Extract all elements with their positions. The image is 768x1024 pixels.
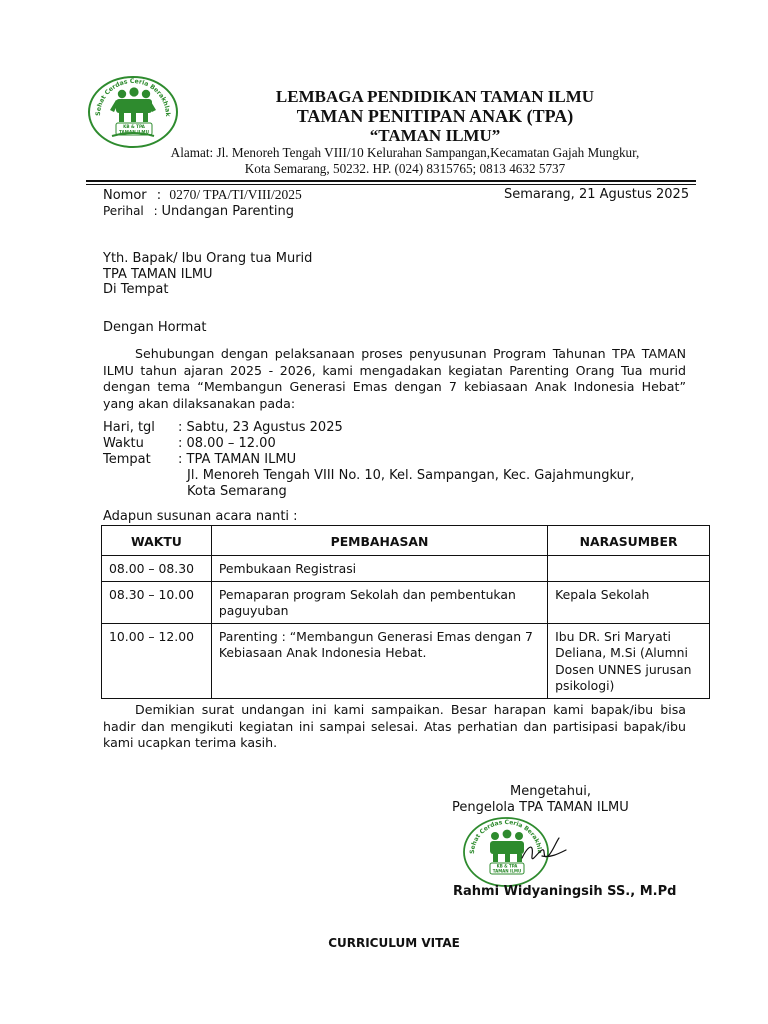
detail-waktu-label: Waktu bbox=[103, 436, 144, 451]
detail-hari-value: : Sabtu, 23 Agustus 2025 bbox=[178, 420, 343, 435]
letterhead-divider-thick bbox=[86, 180, 696, 182]
header-narasumber: NARASUMBER bbox=[548, 526, 710, 556]
cell-waktu: 10.00 – 12.00 bbox=[102, 623, 212, 698]
detail-waktu-value: : 08.00 – 12.00 bbox=[178, 436, 276, 451]
svg-text:KB & TPA: KB & TPA bbox=[123, 124, 145, 129]
recipient-line-1: Yth. Bapak/ Ibu Orang tua Murid bbox=[103, 251, 313, 266]
logo-arc-text: Sehat Cerdas Ceria Berakhlak bbox=[94, 77, 172, 117]
cell-narasumber: Kepala Sekolah bbox=[548, 581, 710, 623]
nomor-value: 0270/ TPA/TI/VIII/2025 bbox=[169, 187, 302, 202]
recipient-line-3: Di Tempat bbox=[103, 282, 169, 297]
letterhead-school-type: TAMAN PENITIPAN ANAK (TPA) bbox=[296, 106, 574, 126]
detail-hari-label: Hari, tgl bbox=[103, 420, 155, 435]
header-waktu: WAKTU bbox=[102, 526, 212, 556]
table-row bbox=[102, 623, 710, 698]
detail-tempat-label: Tempat bbox=[103, 452, 151, 467]
signatory-name: Rahmi Widyaningsih SS., M.Pd bbox=[453, 884, 677, 899]
signature-title: Pengelola TPA TAMAN ILMU bbox=[452, 800, 629, 815]
table-row bbox=[102, 581, 710, 623]
perihal-sep: : bbox=[153, 204, 158, 218]
letterhead-divider-thin bbox=[86, 184, 696, 185]
schedule-header-row bbox=[102, 526, 710, 556]
recipient-line-2: TPA TAMAN ILMU bbox=[103, 266, 213, 282]
letterhead-address bbox=[100, 145, 710, 177]
nomor-row bbox=[103, 187, 302, 204]
schedule-table bbox=[101, 525, 710, 699]
cell-pembahasan: Pemaparan program Sekolah dan pembentukan paguyuban bbox=[211, 581, 547, 623]
address-line-1: Alamat: Jl. Menoreh Tengah VIII/10 Kelurahan Sampangan,Kecamatan Gajah Mungkur, bbox=[170, 145, 640, 160]
recipient-block bbox=[103, 251, 312, 298]
school-logo bbox=[86, 72, 180, 148]
schedule-intro: Adapun susunan acara nanti : bbox=[103, 509, 298, 524]
nomor-label: Nomor bbox=[103, 188, 147, 203]
perihal-label: Perihal bbox=[103, 204, 144, 218]
closing-paragraph: Demikian surat undangan ini kami sampaikan. Besar harapan kami bapak/ibu bisa hadir dan mengikuti kegiatan ini sampai selesai. Atas perhatian dan partisipasi bapak/ibu kami ucapkan terima kasih. bbox=[103, 702, 686, 750]
cell-narasumber: Ibu DR. Sri Maryati Deliana, M.Si (Alumni Dosen UNNES jurusan psikologi) bbox=[548, 623, 710, 698]
school-stamp bbox=[462, 812, 572, 892]
signature-acknowledged: Mengetahui, bbox=[510, 784, 591, 799]
cell-waktu: 08.30 – 10.00 bbox=[102, 581, 212, 623]
letter-date: Semarang, 21 Agustus 2025 bbox=[504, 187, 690, 202]
letterhead-institution: LEMBAGA PENDIDIKAN TAMAN ILMU bbox=[275, 87, 595, 106]
detail-tempat-city: Kota Semarang bbox=[187, 484, 287, 499]
curriculum-vitae-heading: CURRICULUM VITAE bbox=[328, 936, 460, 950]
perihal-row bbox=[103, 203, 294, 220]
cell-pembahasan: Pembukaan Registrasi bbox=[211, 555, 547, 581]
svg-text:KB & TPA: KB & TPA bbox=[496, 863, 518, 869]
address-line-2: Kota Semarang, 50232. HP. (024) 8315765; 0813 4632 5737 bbox=[244, 161, 566, 176]
detail-tempat-address: Jl. Menoreh Tengah VIII No. 10, Kel. Sampangan, Kec. Gajahmungkur, bbox=[187, 468, 635, 483]
letterhead-school-name: “TAMAN ILMU” bbox=[369, 126, 501, 145]
svg-text:TAMAN ILMU: TAMAN ILMU bbox=[492, 868, 522, 874]
svg-text:TAMAN ILMU: TAMAN ILMU bbox=[119, 129, 149, 135]
perihal-value: Undangan Parenting bbox=[161, 204, 294, 219]
header-pembahasan: PEMBAHASAN bbox=[211, 526, 547, 556]
detail-tempat-value: : TPA TAMAN ILMU bbox=[178, 452, 297, 467]
svg-text:Sehat Cerdas Ceria Berakhlak M: Sehat Cerdas Ceria Berakhla bbox=[468, 818, 544, 855]
cell-pembahasan: Parenting : “Membangun Generasi Emas dengan 7 Kebiasaan Anak Indonesia Hebat. bbox=[211, 623, 547, 698]
cell-narasumber bbox=[548, 555, 710, 581]
table-row bbox=[102, 555, 710, 581]
cell-waktu: 08.00 – 08.30 bbox=[102, 555, 212, 581]
greeting: Dengan Hormat bbox=[103, 320, 207, 335]
nomor-sep: : bbox=[156, 188, 162, 203]
opening-paragraph: Sehubungan dengan pelaksanaan proses penyusunan Program Tahunan TPA TAMAN ILMU tahun ajaran 2025 - 2026, kami mengadakan kegiatan Parenting Orang Tua murid dengan tema “Membangun Generasi Emas dengan 7 kebiasaan Anak Indonesia Hebat” yang akan dilaksanakan pada: bbox=[103, 346, 686, 411]
